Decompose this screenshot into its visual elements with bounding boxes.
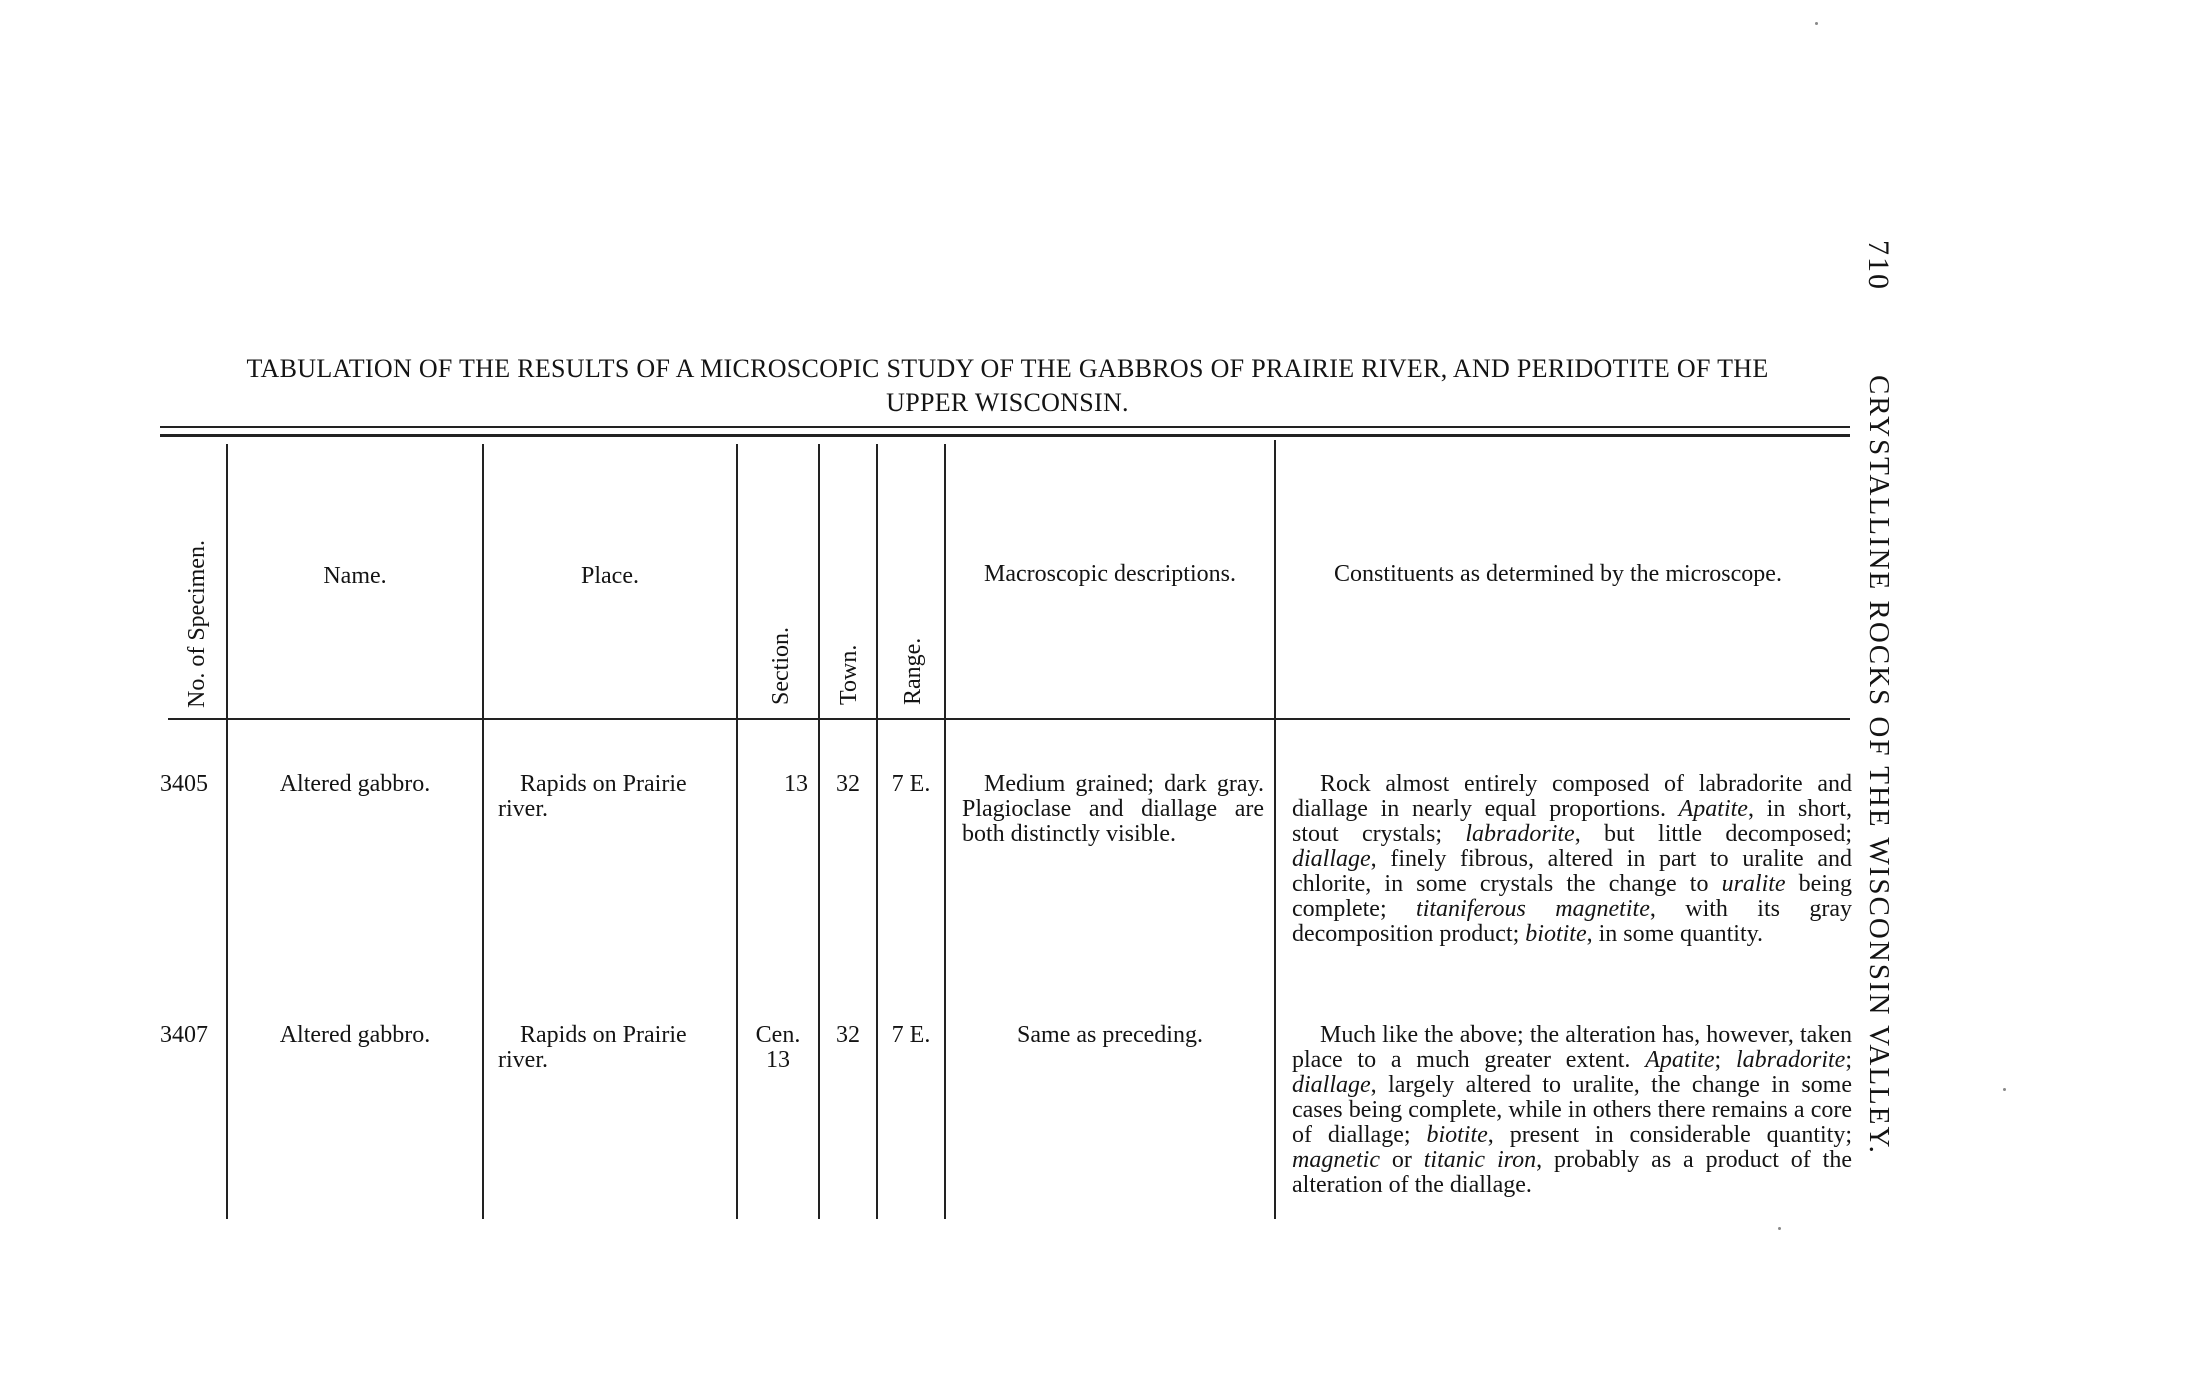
- mineral-biotite: biotite: [1525, 921, 1587, 947]
- row1-name: Altered gabbro.: [279, 771, 431, 797]
- row2-name: Altered gabbro.: [279, 1022, 431, 1048]
- mineral-biotite: biotite: [1426, 1122, 1488, 1148]
- mineral-diallage: diallage: [1292, 846, 1371, 872]
- row1-specimen: 3405: [160, 771, 208, 797]
- row1-place: Rapids on Prairie river.: [498, 771, 687, 822]
- row2-place: Rapids on Prairie river.: [498, 1022, 687, 1073]
- col-rule-3: [736, 444, 738, 1219]
- running-header-text: CRYSTALLINE ROCKS OF THE WISCONSIN VALLEY.: [1863, 375, 1895, 1155]
- header-name: Name.: [323, 563, 387, 589]
- text: , largely altered to uralite, the change in some cases being complete, while in others there remains a core of diallage;: [1292, 1072, 1852, 1148]
- row1-town: 32: [836, 771, 860, 797]
- header-rule: [168, 718, 1850, 720]
- mineral-titaniferous-magnetite: titaniferous magnetite: [1416, 896, 1650, 922]
- title-rule-top: [160, 426, 1850, 428]
- text: Much like the above; the alteration has, however, taken place to a much greater extent.: [1292, 1022, 1852, 1073]
- scan-speck: [2003, 1088, 2006, 1091]
- row2-constituents: [1292, 1023, 1852, 1198]
- running-header: [1860, 245, 1930, 1155]
- row2-range: 7 E.: [891, 1022, 931, 1048]
- scan-speck: [1778, 1227, 1781, 1230]
- text: , in short, stout crystals;: [1292, 796, 1852, 847]
- row1-section: 13: [784, 771, 808, 797]
- text: , present in considerable quantity;: [1487, 1122, 1853, 1148]
- text: , finely fibrous, altered in part to uralite and chlorite, in some crystals the change to: [1292, 846, 1852, 897]
- text: , but little decomposed;: [1574, 821, 1853, 847]
- mineral-labradorite: labradorite: [1735, 1047, 1846, 1073]
- header-section: Section.: [768, 627, 794, 705]
- header-range: Range.: [900, 637, 926, 705]
- text: , probably as a product of the alteration of the diallage.: [1292, 1147, 1852, 1198]
- header-specimen: No. of Specimen.: [184, 540, 210, 708]
- row1-macro: Medium grained; dark gray. Plagioclase and diallage are both distinctly visible.: [962, 771, 1264, 847]
- text: , in some quantity.: [1586, 921, 1764, 947]
- col-rule-1: [226, 444, 228, 1219]
- text: , with its gray decomposition product;: [1292, 896, 1852, 947]
- mineral-uralite: uralite: [1721, 871, 1786, 897]
- table-title: [155, 352, 1860, 420]
- header-place: Place.: [581, 563, 639, 589]
- header-town: Town.: [836, 644, 862, 705]
- text: ;: [1714, 1047, 1736, 1073]
- text: ;: [1845, 1047, 1852, 1073]
- page-number: 710: [1862, 240, 1895, 291]
- header-macro: Macroscopic descriptions.: [984, 561, 1236, 587]
- mineral-diallage: diallage: [1292, 1072, 1371, 1098]
- col-rule-7: [1274, 440, 1276, 1219]
- row1-range: 7 E.: [891, 771, 931, 797]
- scan-speck: [1815, 22, 1818, 25]
- header-constituents: Constituents as determined by the microscope.: [1334, 561, 1782, 587]
- row1-constituents: [1292, 772, 1852, 947]
- row2-section-line1: Cen.: [755, 1022, 801, 1048]
- text: or: [1379, 1147, 1424, 1173]
- mineral-magnetic: magnetic: [1292, 1147, 1380, 1173]
- col-rule-2: [482, 444, 484, 1219]
- col-rule-4: [818, 444, 820, 1219]
- mineral-apatite: Apatite: [1645, 1047, 1715, 1073]
- title-rule-bottom: [160, 434, 1850, 437]
- text: Rock almost entirely composed of labradorite and diallage in nearly equal proportions.: [1292, 771, 1852, 822]
- text: being complete;: [1292, 871, 1852, 922]
- mineral-titanic-iron: titanic iron: [1423, 1147, 1537, 1173]
- row2-section-line2: 13: [766, 1047, 790, 1073]
- row2-section: [738, 1023, 818, 1073]
- title-line-1: TABULATION OF THE RESULTS OF A MICROSCOPIC STUDY OF THE GABBROS OF PRAIRIE RIVER, AND PERIDOTITE OF THE: [246, 354, 1769, 383]
- title-line-2: UPPER WISCONSIN.: [886, 388, 1129, 417]
- mineral-labradorite: labradorite: [1465, 821, 1575, 847]
- row2-macro: Same as preceding.: [1017, 1022, 1203, 1048]
- row2-town: 32: [836, 1022, 860, 1048]
- row2-specimen: 3407: [160, 1022, 208, 1048]
- mineral-apatite: Apatite: [1678, 796, 1748, 822]
- col-rule-5: [876, 444, 878, 1219]
